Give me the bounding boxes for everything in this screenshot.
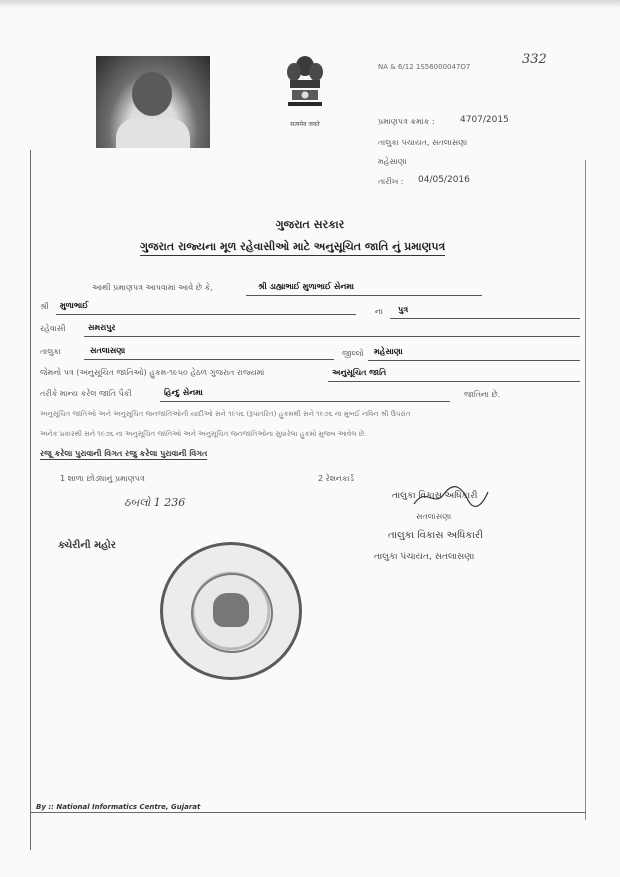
- taluka-value: સતલાસણા: [90, 346, 126, 355]
- government-title: ગુજરાત સરકાર: [275, 218, 345, 231]
- relation: પુત્ર: [398, 305, 409, 314]
- intro-text: આથી પ્રમાણપત્ર આપવામાં આવે છે કે,: [92, 283, 213, 292]
- office-line-1: તાલુકા પંચાયત, સતલાસણા: [378, 138, 468, 147]
- national-emblem-icon: [280, 50, 330, 120]
- documents-heading: રજૂ કરેલા પુરાવાની વિગત રજુ કરેલા પુરાવાની વિગત: [40, 449, 208, 458]
- nic-credit: By :: National Informatics Centre, Gujarat: [36, 803, 201, 811]
- district-label: જીલ્લો: [342, 349, 364, 358]
- photo-shirt: [116, 118, 190, 148]
- handwritten-serial: 332: [522, 52, 547, 67]
- name-line: [246, 295, 482, 296]
- caste-label: તરીકે માન્ય કરેલ જાતિ પૈકી: [40, 389, 132, 398]
- signatory-title: તાલુકા વિકાસ અધિકારી: [388, 530, 483, 541]
- document-2-label: 2 રેશનકાર્ડ: [318, 474, 354, 483]
- caste-line: [160, 401, 450, 402]
- cert-no-value: 4707/2015: [460, 115, 509, 125]
- office-line-2: મહેસાણા: [378, 157, 407, 166]
- border-left: [30, 150, 31, 850]
- taluka-line: [84, 359, 334, 360]
- legal-text-1: અનુસૂચિત જાતિઓ અને અનુસૂચિત જનજાતિઓની યાદીઓ સને ૧૯૫૬ (રૂપાંતરિત) હુકમથી સને ૧૯૭૬ ના મુંબઈ નવિન શ્રી ઉપરાંત: [40, 410, 411, 418]
- father-line: [56, 314, 356, 315]
- border-right: [585, 160, 586, 820]
- applicant-name: શ્રી ડાહ્યાભાઈ મુળાભાઈ સેનમા: [258, 282, 354, 291]
- na-label: ના: [375, 307, 383, 316]
- belongs-text: જાતિના છે.: [464, 390, 501, 399]
- photo-face: [132, 72, 172, 116]
- barcode-number: NA & 6/12 1S56000047O7: [378, 63, 471, 71]
- scan-edge: [0, 0, 620, 8]
- border-bottom: [30, 812, 586, 813]
- document-1-number: ઠબલો 1 236: [124, 496, 186, 509]
- caste-value: હિન્દુ સેનમા: [164, 388, 203, 397]
- village-line: [84, 336, 580, 337]
- village: સમરાપુર: [88, 323, 116, 332]
- district-line: [368, 360, 580, 361]
- signatory-office: તાલુકા પંચાયત, સતલાસણા: [374, 552, 475, 562]
- relation-line: [390, 318, 580, 319]
- date-value: 04/05/2016: [418, 175, 470, 185]
- signatory-place: સતલાસણા: [416, 512, 452, 521]
- official-seal: [160, 542, 302, 680]
- emblem-caption: सत्यमेव जयते: [290, 121, 320, 128]
- district-value: મહેસાણા: [374, 347, 403, 356]
- seal-emblem: [213, 593, 249, 627]
- father-name: મુળાભાઈ: [60, 301, 89, 310]
- resident-label: રહેવાસી: [40, 324, 66, 333]
- office-stamp-label: ક્ચેરીની મહોર: [58, 540, 116, 551]
- signatory-top: તાલુકા વિકાસ અધિકારી: [392, 491, 478, 501]
- category-value: અનુસૂચિત જાતિ: [332, 368, 387, 377]
- signature-icon: [410, 484, 490, 510]
- legal-text-2: અનેક પ્રકારથી સને ૧૯૭૬ ના અનુસૂચિત જાતિઓ અને અનુસૂચિત જનજાતિઓના સુધારેલા હુકમો મુજબ આવેલ છે.: [40, 430, 367, 438]
- document-1-label: 1 શાળા છોડ્યાનું પ્રમાણપત્ર: [60, 474, 145, 483]
- category-line: [328, 381, 580, 382]
- shri-label: શ્રી: [40, 302, 49, 311]
- applicant-photo: [96, 56, 210, 148]
- cert-no-label: પ્રમાણપત્ર ક્રમાંક :: [378, 117, 435, 126]
- certificate-title: ગુજરાત રાજ્યના મૂળ રહેવાસીઓ માટે અનુસૂચિત જાતિ નું પ્રમાણપત્ર: [140, 240, 445, 256]
- taluka-label: તાલુકા: [40, 347, 61, 356]
- date-label: તારીખ :: [378, 177, 404, 186]
- order-text: જેમનો પત્ર (અનુસૂચિત જાતિઓ) હુકમ-૧૯૫૦ હેઠળ ગુજરાત રાજ્યમાં: [40, 368, 265, 377]
